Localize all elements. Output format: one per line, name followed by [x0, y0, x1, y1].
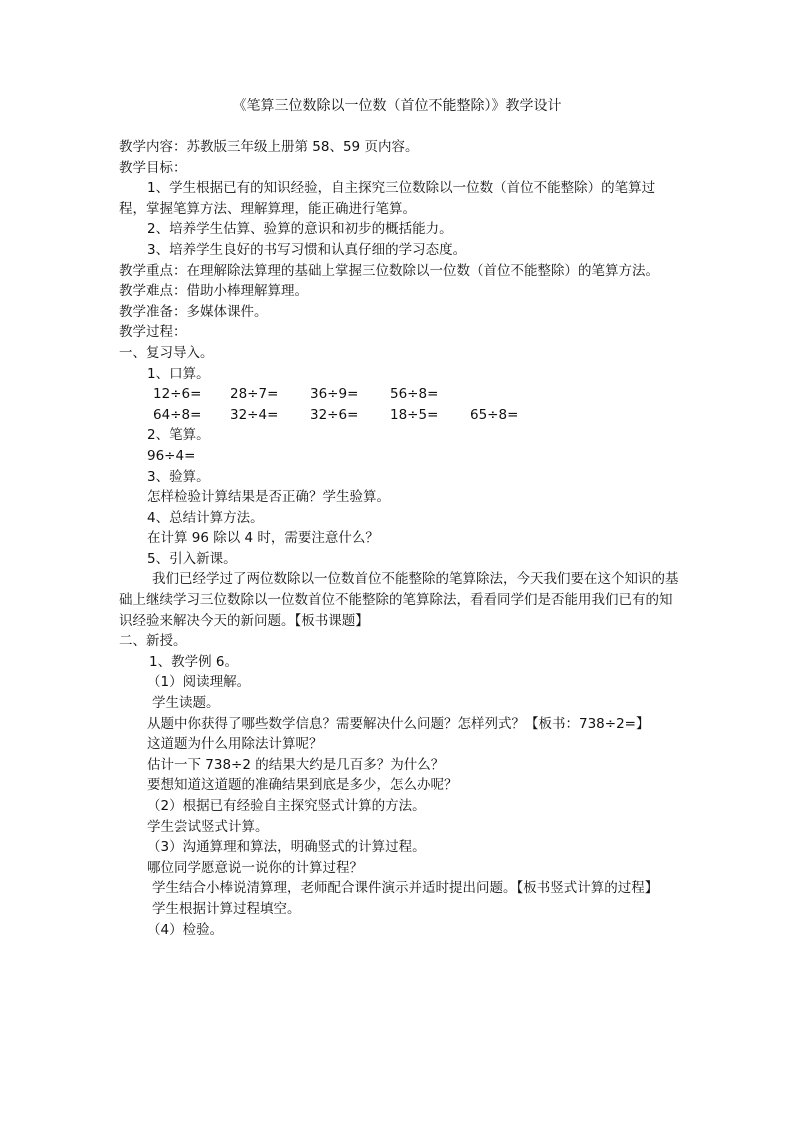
- oral-item: 56÷8=: [390, 386, 439, 403]
- step-1-why: 这道题为什么用除法计算呢？: [147, 736, 323, 753]
- step-1-read: 学生读题。: [152, 695, 220, 712]
- step-1-question: 从题中你获得了哪些数学信息？需要解决什么问题？怎样列式？【板书：738÷2=】: [147, 715, 650, 732]
- step-2: （2）根据已有经验自主探究竖式计算的方法。: [147, 798, 426, 814]
- oral-item: 28÷7=: [230, 386, 279, 403]
- oral-item: 32÷6=: [310, 406, 359, 423]
- goals-heading: 教学目标：: [119, 159, 187, 176]
- oral-item: 36÷9=: [310, 386, 359, 403]
- step-3: （3）沟通算理和算法，明确竖式的计算过程。: [147, 839, 426, 856]
- step-3-fill: 学生根据计算过程填空。: [152, 900, 301, 917]
- section-review: 一、复习导入。: [119, 344, 214, 361]
- written-expression: 96÷4=: [147, 447, 196, 464]
- oral-item: 32÷4=: [230, 406, 279, 423]
- oral-row-2: [119, 405, 679, 426]
- goal-3: 3、培养学生良好的书写习惯和认真仔细的学习态度。: [147, 241, 467, 258]
- oral-label: 1、口算。: [147, 365, 210, 382]
- oral-item: 64÷8=: [153, 406, 202, 423]
- check-text: 怎样检验计算结果是否正确？学生验算。: [147, 489, 390, 506]
- intro-text: 我们已经学过了两位数除以一位数首位不能整除的笔算除法，今天我们要在这个知识的基础上继续学习三位数除以一位数首位不能整除的笔算除法，看看同学们是否能用我们已有的知识经验来解决今天的新问题。【板书课题】: [119, 571, 679, 629]
- teaching-content: 教学内容：苏教版三年级上册第 58、59 页内容。: [119, 139, 419, 155]
- process-heading: 教学过程：: [119, 324, 187, 341]
- oral-item: 65÷8=: [470, 406, 519, 423]
- written-label: 2、笔算。: [147, 427, 210, 444]
- oral-item: 12÷6=: [153, 386, 202, 403]
- oral-item: 18÷5=: [390, 406, 439, 423]
- step-1-estimate: 估计一下 738÷2 的结果大约是几百多？为什么？: [147, 756, 445, 773]
- step-4: （4）检验。: [147, 921, 224, 938]
- difficulty: 教学难点：借助小棒理解算理。: [119, 283, 308, 300]
- step-3-ask: 哪位同学愿意说一说你的计算过程？: [147, 859, 363, 876]
- goal-1: 1、学生根据已有的知识经验，自主探究三位数除以一位数（首位不能整除）的笔算过程，掌握笔算方法、理解算理，能正确进行笔算。: [119, 180, 656, 217]
- oral-row-1: [119, 384, 679, 405]
- check-label: 3、验算。: [147, 468, 210, 485]
- intro-label: 5、引入新课。: [147, 550, 237, 567]
- example-label: 1、教学例 6。: [149, 653, 238, 670]
- key-point: 教学重点：在理解除法算理的基础上掌握三位数除以一位数（首位不能整除）的笔算方法。: [119, 262, 659, 279]
- step-1-exact: 要想知道这道题的准确结果到底是多少，怎么办呢？: [147, 777, 458, 794]
- preparation: 教学准备：多媒体课件。: [119, 303, 268, 320]
- summary-text: 在计算 96 除以 4 时，需要注意什么？: [147, 530, 379, 547]
- step-2-try: 学生尝试竖式计算。: [147, 818, 269, 835]
- document-title: 《笔算三位数除以一位数（首位不能整除）》教学设计: [232, 98, 562, 114]
- document-body: [119, 137, 679, 940]
- summary-label: 4、总结计算方法。: [147, 509, 264, 526]
- step-1: （1）阅读理解。: [147, 674, 251, 691]
- step-3-explain: 学生结合小棒说清算理，老师配合课件演示并适时提出问题。【板书竖式计算的过程】: [152, 880, 659, 897]
- section-new: 二、新授。: [119, 633, 187, 650]
- goal-2: 2、培养学生估算、验算的意识和初步的概括能力。: [147, 221, 453, 238]
